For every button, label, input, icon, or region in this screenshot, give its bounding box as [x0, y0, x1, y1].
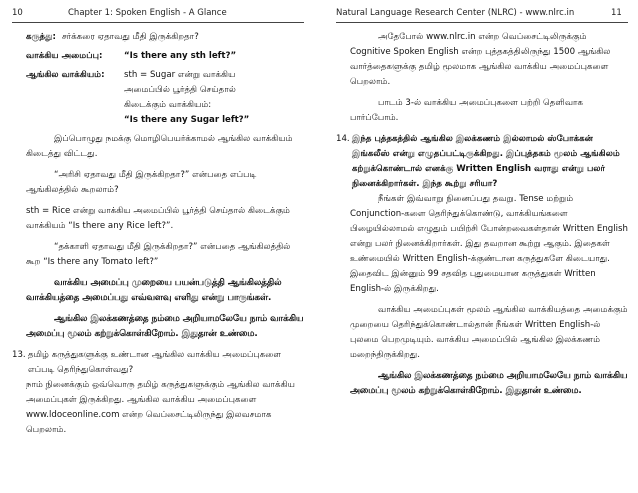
paragraph: நாம் நினைக்கும் ஒவ்வொரு தமிழ் கருத்துகளுக்கும் ஆங்கில வாக்கிய அமைப்புகள் இருக்கிறது. ஆங்கில வாக்கிய அமைப்புகளை www.ldoceonline.com என்ற வெப்சைட்டிலிருந்து இலவசமாக பெறலாம்.: [26, 380, 295, 435]
list-number: 13.: [12, 350, 26, 360]
meaning-label: கருத்து:: [26, 32, 56, 42]
list-item-14: [336, 132, 628, 192]
paragraph: ஆங்கில இலக்கணத்தை நம்மை அறியாமலேயே நாம் வாக்கிய அமைப்பு மூலம் கற்றுக்கொள்கிறோம். இதுதான் உண்மை.: [350, 371, 628, 396]
list-item-text: இந்த புத்தகத்தில் ஆங்கில இலக்கணம் இல்லாமல் ஸ்போக்கன் இங்கலீஸ் என்று எழுதப்பட்டிருக்கிறது. இப்புத்தகம் மூலம் ஆங்கிலம் கற்றுக்கொண்டால் எனக்கு Written English வராது என்று பலர் நினைக்கிறார்கள். இந்த கூற்று சரியா?: [352, 134, 620, 189]
left-page: [12, 0, 316, 493]
right-page: [336, 0, 638, 493]
structure-text: “Is there any sth left?”: [124, 51, 237, 61]
paragraph: வாக்கிய அமைப்பு முறையை பயன்படுத்தி ஆங்கிலத்தில் வாக்கியத்தை அமைப்பது எவ்வளவு எளிது என்று பாருங்கள்.: [26, 278, 282, 303]
paragraph: “தக்காளி ஏதாவது மீதி இருக்கிறதா?” என்பதை ஆங்கிலத்தில் கூற “Is there any Tomato left?”: [26, 242, 291, 267]
english-line-2: அமைப்பில் பூர்த்தி செய்தால்: [124, 85, 236, 95]
paragraph: வாக்கிய அமைப்புகள் மூலம் ஆங்கில வாக்கியத்தை அமைக்கும் முறையை தெரிந்துக்கொண்டால்தான் நீங்கள் Written English-ல் புலமை பெறமுடியும். வாக்கிய அமைப்பில் ஆங்கில இலக்கணம் மறைந்திருக்கிறது.: [350, 305, 628, 360]
english-row: [12, 68, 304, 128]
paragraph: ஆங்கில இலக்கணத்தை நம்மை அறியாமலேயே நாம் வாக்கிய அமைப்பு மூலம் கற்றுக்கொள்கிறோம். இதுதான் உண்மை.: [26, 314, 304, 339]
list-item-13: [12, 348, 304, 378]
meaning-text: சர்க்கரை ஏதாவது மீதி இருக்கிறதா?: [61, 32, 199, 42]
left-page-content: [12, 30, 304, 444]
left-page-header: [12, 4, 304, 23]
meaning-row: [12, 30, 304, 45]
paragraph: sth = Rice என்று வாக்கிய அமைப்பில் பூர்த்தி செய்தால் கிடைக்கும் வாக்கியம் “Is there any Rice left?”.: [26, 206, 290, 231]
english-label: ஆங்கில வாக்கியம்:: [26, 70, 105, 80]
english-explanation: [124, 68, 304, 128]
english-line-3: கிடைக்கும் வாக்கியம்:: [124, 100, 212, 110]
right-page-header: [336, 4, 628, 23]
structure-label: வாக்கிய அமைப்பு:: [26, 51, 103, 61]
list-number: 14.: [336, 134, 350, 144]
english-line-1: sth = Sugar என்று வாக்கிய: [124, 70, 236, 80]
page-number: 11: [611, 8, 622, 18]
chapter-title: Chapter 1: Spoken English - A Glance: [68, 8, 227, 18]
structure-row: [12, 49, 304, 64]
right-page-content: [336, 30, 628, 405]
page-number: 10: [12, 8, 23, 18]
list-item-text: தமிழ் கருத்துகளுக்கு உண்டான ஆங்கில வாக்கிய அமைப்புகளை எப்படி தெரிந்துகொள்வது?: [28, 350, 282, 375]
english-result: “Is there any Sugar left?”: [124, 115, 250, 125]
paragraph: “அரிசி ஏதாவது மீதி இருக்கிறதா?” என்பதை எப்படி ஆங்கிலத்தில் கூறலாம்?: [26, 170, 257, 195]
paragraph: நீங்கள் இவ்வாறு நினைப்பது தவறு. Tense மற்றும் Conjunction-களை தெரிந்துக்கொண்டு, வாக்கியங்களை பிழையில்லாமல் எழுதும் பயிற்சி போன்றவைகள்தான் Written English என்று பலர் நினைக்கிறார்கள். இது தவறான கூற்று ஆகும். இதைகள் உண்மையில் Written English-க்குண்டான கருத்துகளே கிடையாது. இதைவிட இன்னும் 99 சதவித புதுமையான கருத்துகள் Written English-ல் இருக்கிறது.: [350, 194, 628, 294]
paragraph: பாடம் 3-ல் வாக்கிய அமைப்புகளை பற்றி தெளிவாக பார்ப்போம்.: [350, 98, 584, 123]
paragraph: அதேபோல் www.nlrc.in என்ற வெப்சைட்டிலிருக்கும் Cognitive Spoken English என்ற புத்தகத்திலிருந்து 1500 ஆங்கில வார்த்தைகளுக்கு தமிழ் மூலமாக ஆங்கில வாக்கிய அமைப்புகளை பெறலாம்.: [350, 32, 611, 87]
site-title: Natural Language Research Center (NLRC) - www.nlrc.in: [336, 8, 575, 18]
paragraph: இப்பொழுது நமக்கு மொழிபெயர்க்காமல் ஆங்கில வாக்கியம் கிடைத்து விட்டது.: [26, 134, 293, 159]
